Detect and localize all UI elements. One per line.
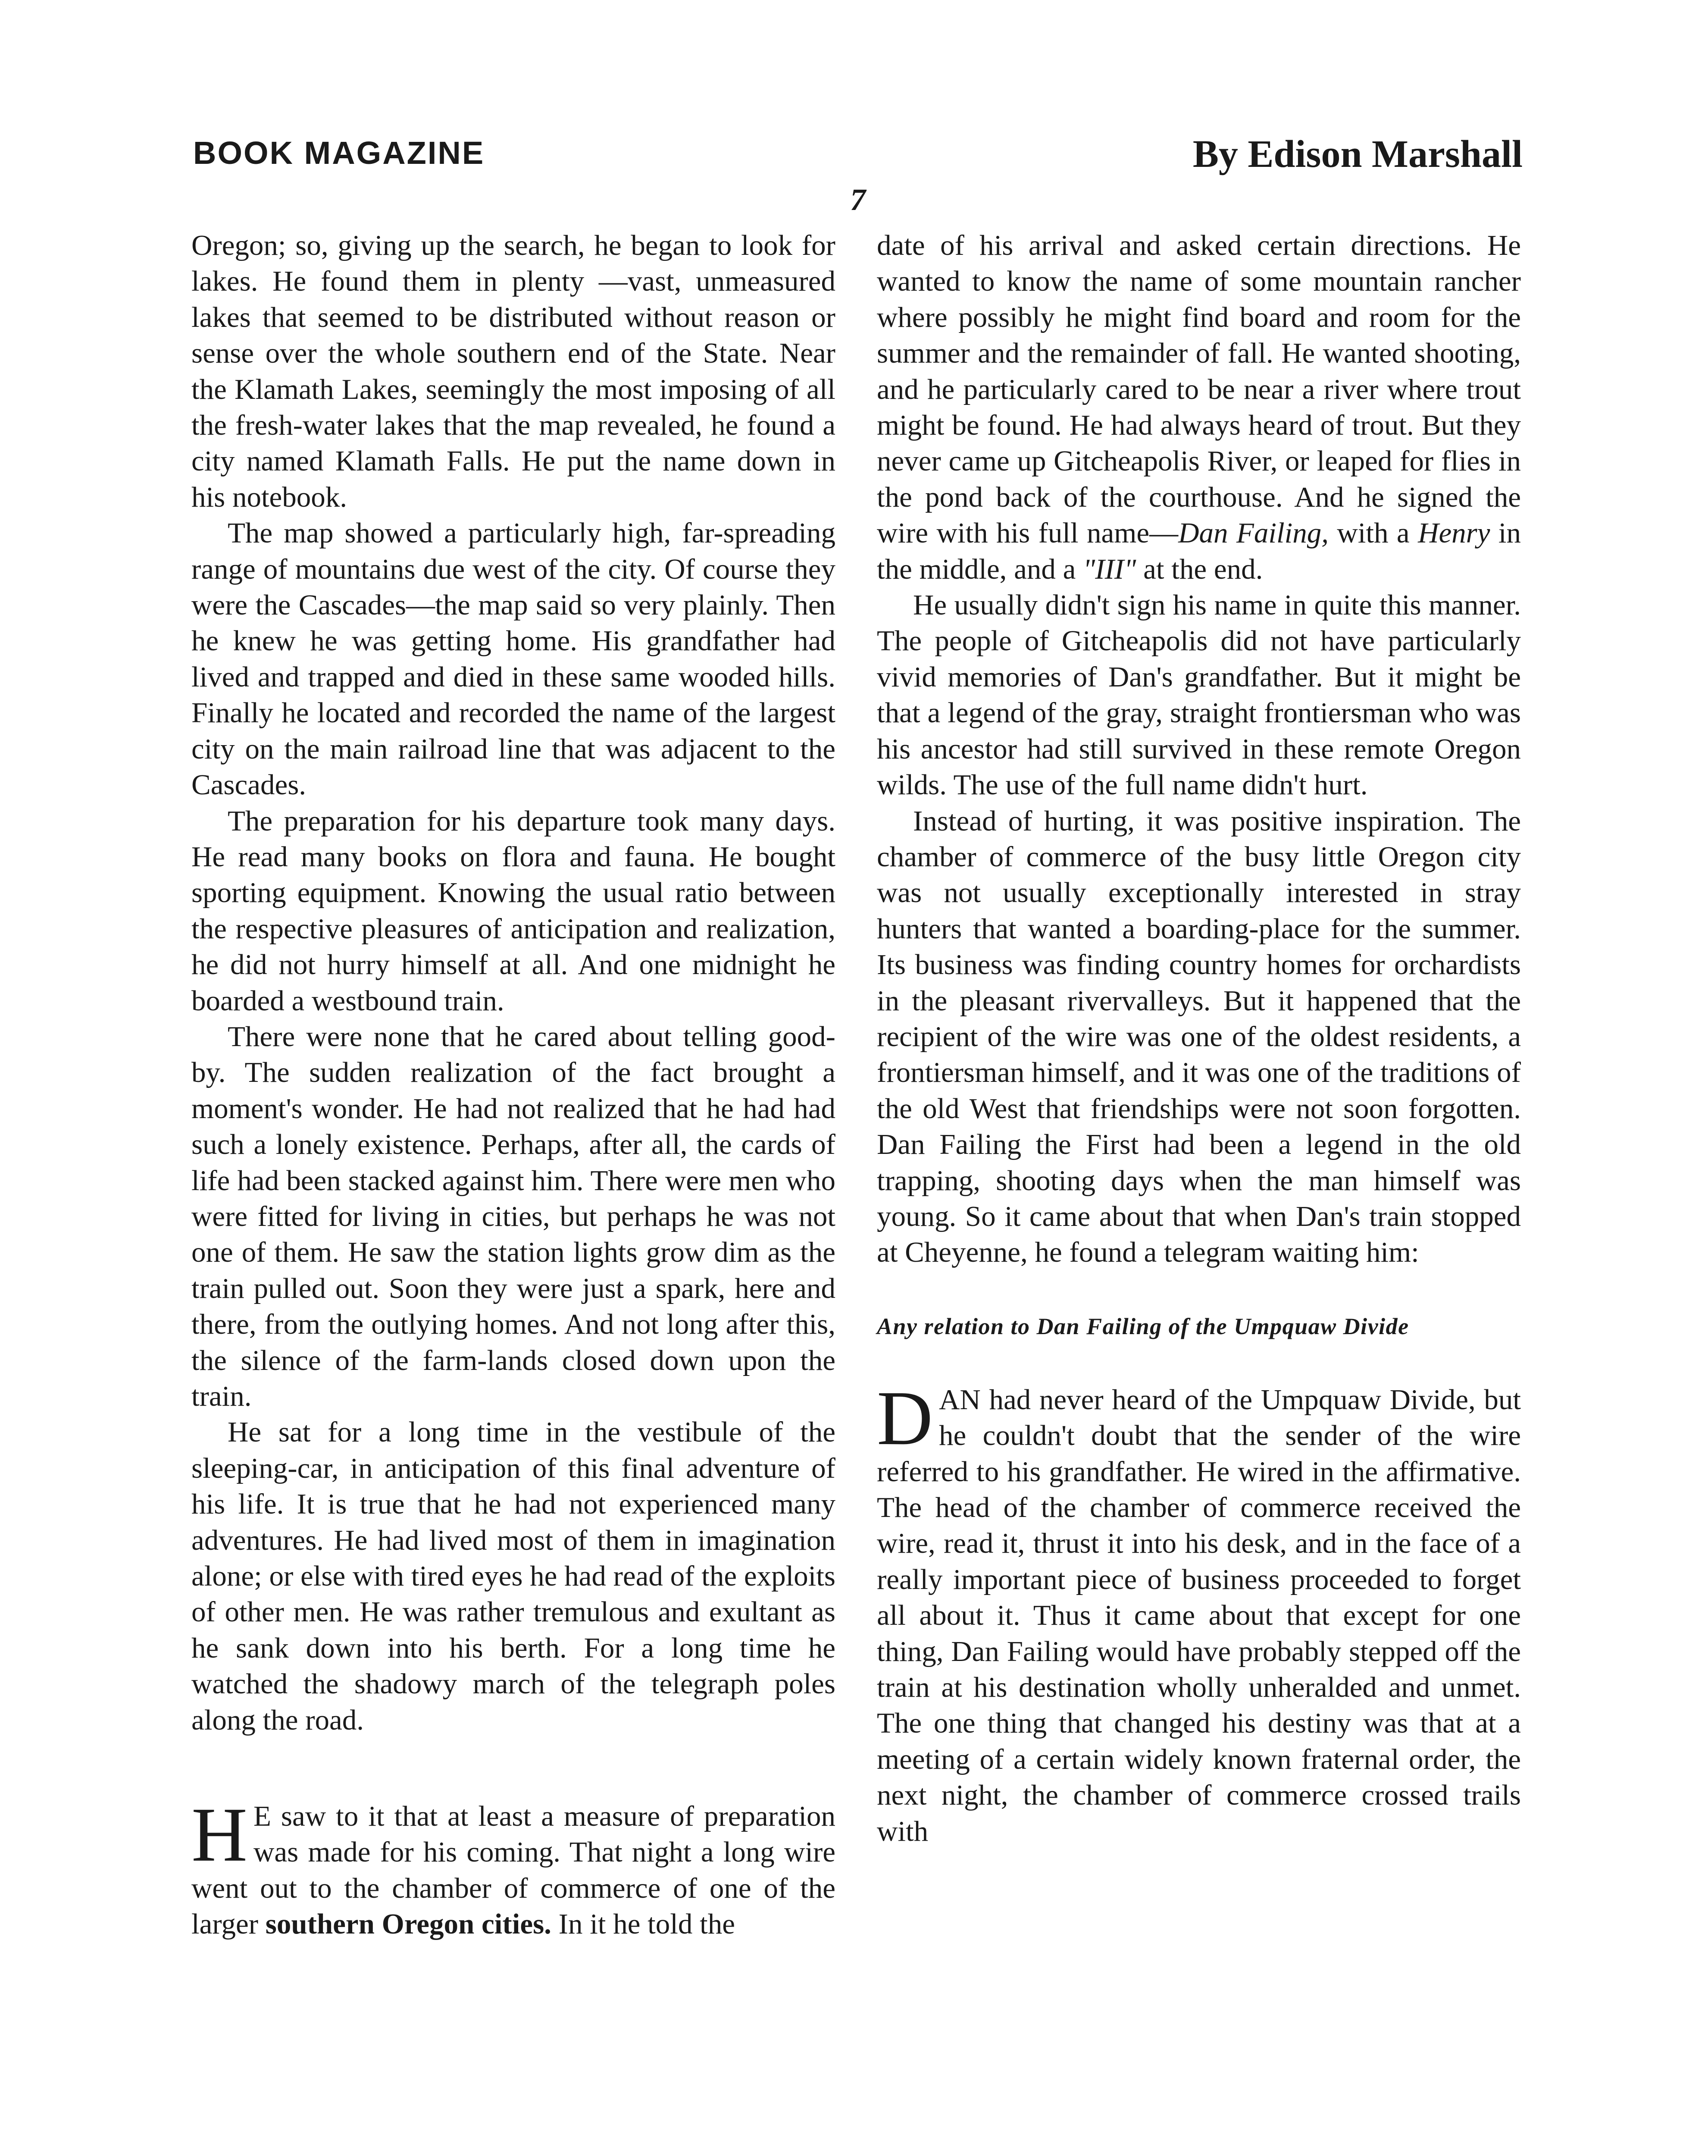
paragraph-text: date of his arrival and asked certain directions. He wanted to know the name of some mountain rancher where possibly he might find board and room for the summer and the remainder of fall. He wanted shooting, and he particularly cared to be near a river where trout might be found. He had always heard of trout. But they never came up Gitcheapolis River, or leaped for flies in the pond back of the courthouse. And he signed the wire with his full name— [877,229,1521,549]
drop-cap: H [191,1792,247,1878]
paragraph: Oregon; so, giving up the search, he began to look for lakes. He found them in plenty —vast, unmeasured lakes that seemed to be distributed without reason or sense over the whole southern end of the State. Near the Klamath Lakes, seemingly the most imposing of all the fresh-water lakes that the map revealed, he found a city named Klamath Falls. He put the name down in his notebook. [191,229,835,513]
paragraph: Instead of hurting, it was positive inspiration. The chamber of commerce of the busy little Oregon city was not usually exceptionally interested in stray hunters that wanted a boarding-place for the summer. Its business was finding country homes for orchardists in the pleasant rivervalleys. But it happened that the recipient of the wire was one of the oldest residents, a frontiersman himself, and it was one of the traditions of the old West that friendships were not soon forgotten. Dan Failing the First had been a legend in the old trapping, shooting days when the man himself was young. So it came about that when Dan's train stopped at Cheyenne, he found a telegram waiting him: [877,805,1521,1269]
paragraph [877,1375,1521,1849]
paragraph: He sat for a long time in the vestibule of the sleeping-car, in anticipation of this final adventure of his life. It is true that he had not experienced many adventures. He had lived most of them in imagination alone; or else with tired eyes he had read of the exploits of other men. He was rather tremulous and exultant as he sank down into his berth. For a long time he watched the shadowy march of the telegraph poles along the road. [191,1416,835,1736]
telegram-text: Any relation to Dan Failing of the Umpquaw Divide [877,1313,1409,1339]
page-number: 7 [850,182,866,217]
right-column [877,228,1521,1849]
author-byline: By Edison Marshall [1192,133,1523,175]
paragraph-text: In it he told the [558,1908,735,1940]
paragraph-text: at the end. [1143,553,1263,585]
paragraph: The preparation for his departure took many days. He read many books on flora and fauna. He bought sporting equipment. Knowing the usual ratio between the respective pleasures of anticipation and realization, he did not hurry himself at all. And one midnight he boarded a westbound train. [191,805,835,1017]
paragraph-text: with a [1337,517,1410,549]
italic-text: Dan Failing, [1178,517,1329,549]
paragraph: There were none that he cared about telling good-by. The sudden realization of the fact brought a moment's wonder. He had not realized that he had had such a lonely existence. Perhaps, after all, the cards of life had been stacked against him. There were men who were fitted for living in cities, but perhaps he was not one of them. He saw the station lights grow dim as the train pulled out. Soon they were just a spark, here and there, from the outlying homes. And not long after this, the silence of the farm-lands closed down upon the train. [191,1020,835,1412]
paragraph-text: in the middle, and a [877,517,1521,585]
section-break [191,1738,835,1799]
paragraph-text: AN had never heard of the Umpquaw Divide, but he couldn't doubt that the sender of the wire referred to his grandfather. He wired in the affirmative. The head of the chamber of commerce received the wire, read it, thrust it into his desk, and in the face of a really important piece of business proceeded to forget all about it. Thus it came about that except for one thing, Dan Failing would have probably stepped off the train at his destination wholly unheralded and unmet. The one thing that changed his destiny was that at a meeting of a certain widely known fraternal order, the next night, the chamber of commerce crossed trails with [877,1383,1521,1847]
italic-text: Henry [1418,517,1490,549]
left-column [191,228,835,1943]
paragraph: He usually didn't sign his name in quite this manner. The people of Gitcheapolis did not have particularly vivid memories of Dan's grandfather. But it might be that a legend of the gray, straight frontiersman who was his ancestor had still survived in these remote Oregon wilds. The use of the full name didn't hurt. [877,589,1521,801]
drop-cap: D [877,1375,933,1461]
paragraph [877,228,1521,587]
magazine-title: BOOK MAGAZINE [193,135,485,171]
section-break [877,1341,1521,1382]
italic-text: "III" [1083,553,1136,585]
paragraph-text: E saw to it that at least a measure of preparation was made for his coming. That night a long wire went out to the chamber of commerce of one of the larger [191,1800,835,1940]
spacer [877,1271,1521,1312]
bold-text: southern Oregon cities. [265,1908,551,1940]
paragraph [191,1792,835,1943]
paragraph: The map showed a particularly high, far-spreading range of mountains due west of the city. Of course they were the Cascades—the map said so very plainly. Then he knew he was getting home. His grandfather had lived and trapped and died in these same wooded hills. Finally he located and recorded the name of the largest city on the main railroad line that was adjacent to the Cascades. [191,517,835,801]
